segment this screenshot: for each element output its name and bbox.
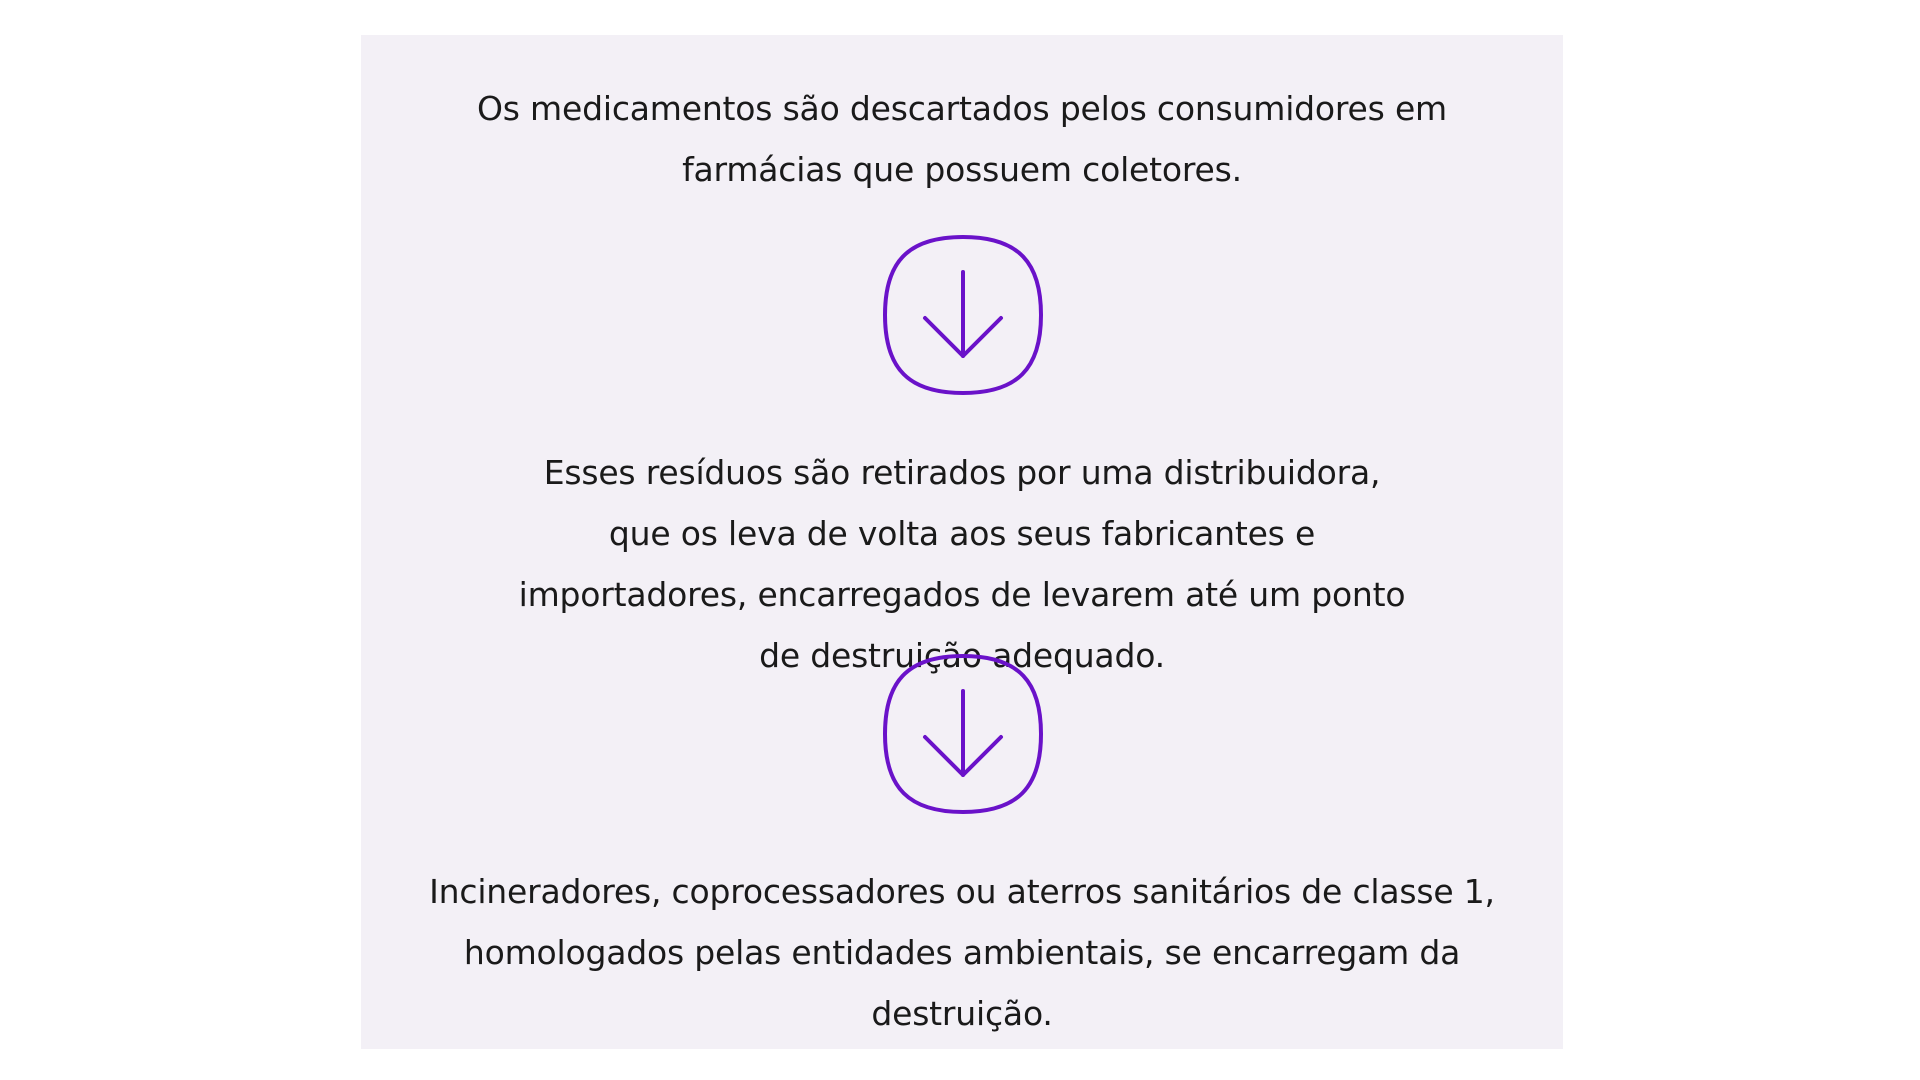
step-3-text: Incineradores, coprocessadores ou aterros sanitários de classe 1, homologados pelas entidades ambientais, se encarregam da destruição.	[429, 872, 1495, 1033]
arrow-down-circle-icon-svg	[882, 234, 1044, 396]
arrow-down-circle-icon	[882, 653, 1044, 815]
step-1-text: Os medicamentos são descartados pelos consumidores em farmácias que possuem coletores.	[477, 89, 1447, 189]
flow-panel	[361, 35, 1563, 1049]
arrow-down-circle-icon-svg	[882, 653, 1044, 815]
arrow-down-circle-icon	[882, 234, 1044, 396]
step-2-text: Esses resíduos são retirados por uma distribuidora, que os leva de volta aos seus fabricantes e importadores, encarregados de levarem até um ponto de destruição adequado.	[518, 453, 1406, 675]
